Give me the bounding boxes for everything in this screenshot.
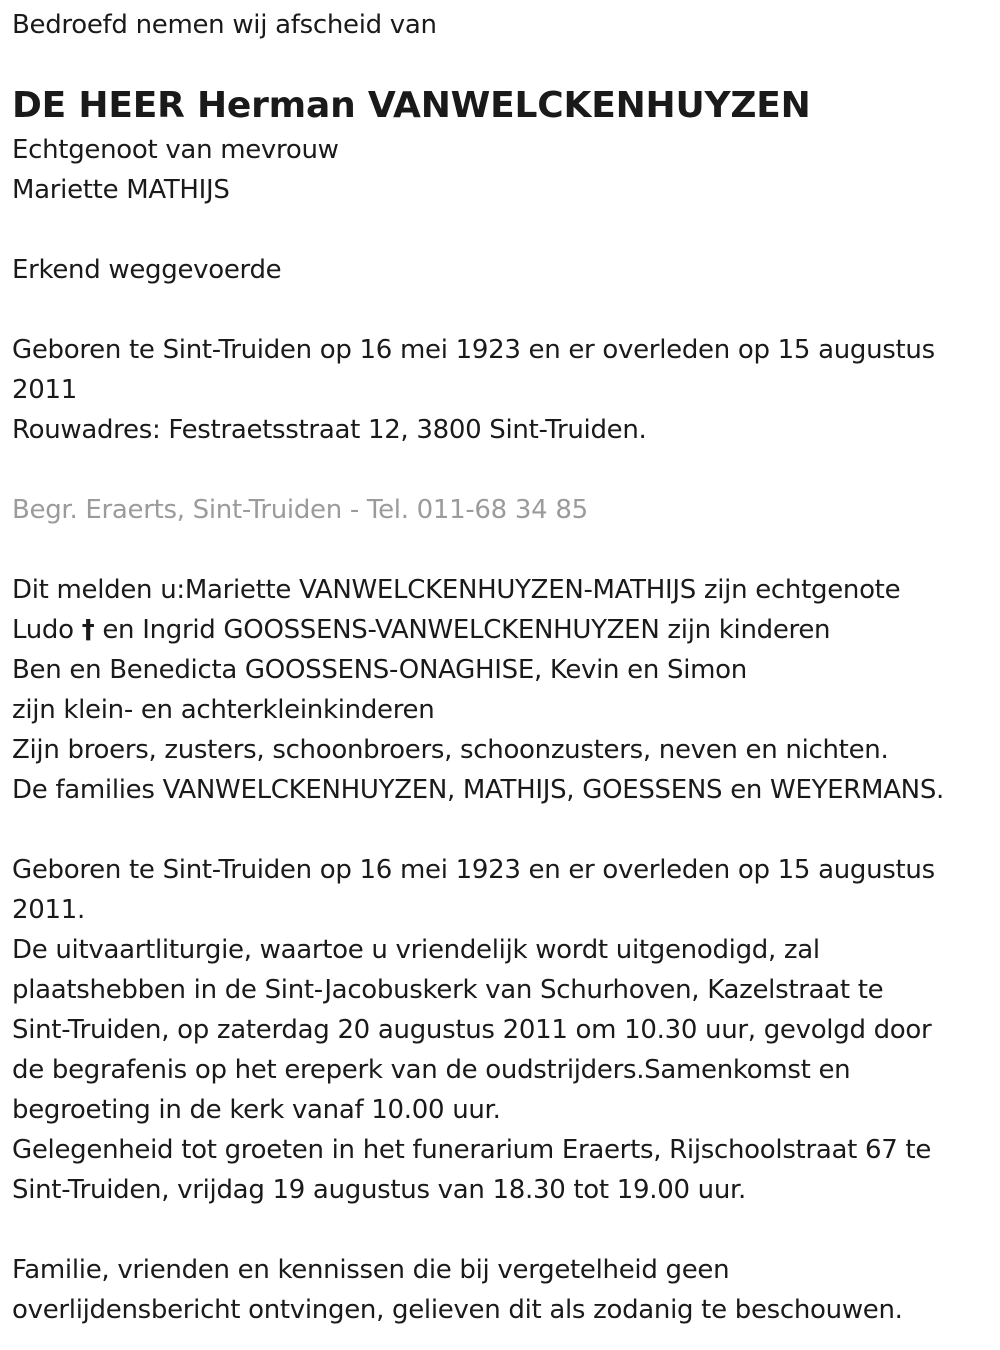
family-line-part: Ludo (12, 615, 82, 645)
family-line: Zijn broers, zusters, schoonbroers, schoonzusters, neven en nichten. (12, 735, 889, 765)
intro-text: Bedroefd nemen wij afscheid van (12, 10, 437, 40)
family-section (12, 570, 988, 810)
spacer (12, 1210, 988, 1250)
closing-section (12, 1250, 988, 1330)
liturgy-text: De uitvaartliturgie, waartoe u vriendelijk wordt uitgenodigd, zal (12, 935, 820, 965)
spacer (12, 210, 988, 250)
spacer (12, 530, 988, 570)
liturgy-text: Sint-Truiden, op zaterdag 20 augustus 2011 om 10.30 uur, gevolgd door (12, 1015, 932, 1045)
ceremony-section (12, 850, 988, 1210)
family-line: Ben en Benedicta GOOSSENS-ONAGHISE, Kevin en Simon (12, 655, 747, 685)
visitation-text: Sint-Truiden, vrijdag 19 augustus van 18.30 tot 19.00 uur. (12, 1175, 746, 1205)
deceased-name: DE HEER Herman VANWELCKENHUYZEN (12, 85, 811, 126)
closing-text: overlijdensbericht ontvingen, gelieven dit als zodanig te beschouwen. (12, 1295, 903, 1325)
spacer (12, 290, 988, 330)
family-line-part: en Ingrid GOOSSENS-VANWELCKENHUYZEN zijn kinderen (94, 615, 831, 645)
liturgy-text: begroeting in de kerk vanaf 10.00 uur. (12, 1095, 501, 1125)
birth-death-text-continued: 2011. (12, 895, 85, 925)
family-line: zijn klein- en achterkleinkinderen (12, 695, 435, 725)
closing-text: Familie, vrienden en kennissen die bij vergetelheid geen (12, 1255, 730, 1285)
mourning-address: Rouwadres: Festraetsstraat 12, 3800 Sint-Truiden. (12, 415, 647, 445)
funeral-home-info: Begr. Eraerts, Sint-Truiden - Tel. 011-68 34 85 (12, 495, 588, 525)
honor-text: Erkend weggevoerde (12, 255, 282, 285)
birth-death-text: Geboren te Sint-Truiden op 16 mei 1923 en er overleden op 15 augustus (12, 855, 935, 885)
spacer (12, 810, 988, 850)
family-line: Dit melden u:Mariette VANWELCKENHUYZEN-MATHIJS zijn echtgenote (12, 575, 901, 605)
spouse-line-1: Echtgenoot van mevrouw (12, 135, 339, 165)
liturgy-text: de begrafenis op het ereperk van de oudstrijders.Samenkomst en (12, 1055, 851, 1085)
family-line-children (12, 610, 988, 650)
visitation-text: Gelegenheid tot groeten in het funerarium Eraerts, Rijschoolstraat 67 te (12, 1135, 932, 1165)
liturgy-text: plaatshebben in de Sint-Jacobuskerk van Schurhoven, Kazelstraat te (12, 975, 884, 1005)
cross-icon: † (81, 615, 95, 645)
birth-death-text: Geboren te Sint-Truiden op 16 mei 1923 en er overleden op 15 augustus (12, 335, 935, 365)
family-line: De families VANWELCKENHUYZEN, MATHIJS, GOESSENS en WEYERMANS. (12, 775, 944, 805)
birth-death-text-continued: 2011 (12, 375, 77, 405)
spacer (12, 450, 988, 490)
spouse-line-2: Mariette MATHIJS (12, 175, 230, 205)
